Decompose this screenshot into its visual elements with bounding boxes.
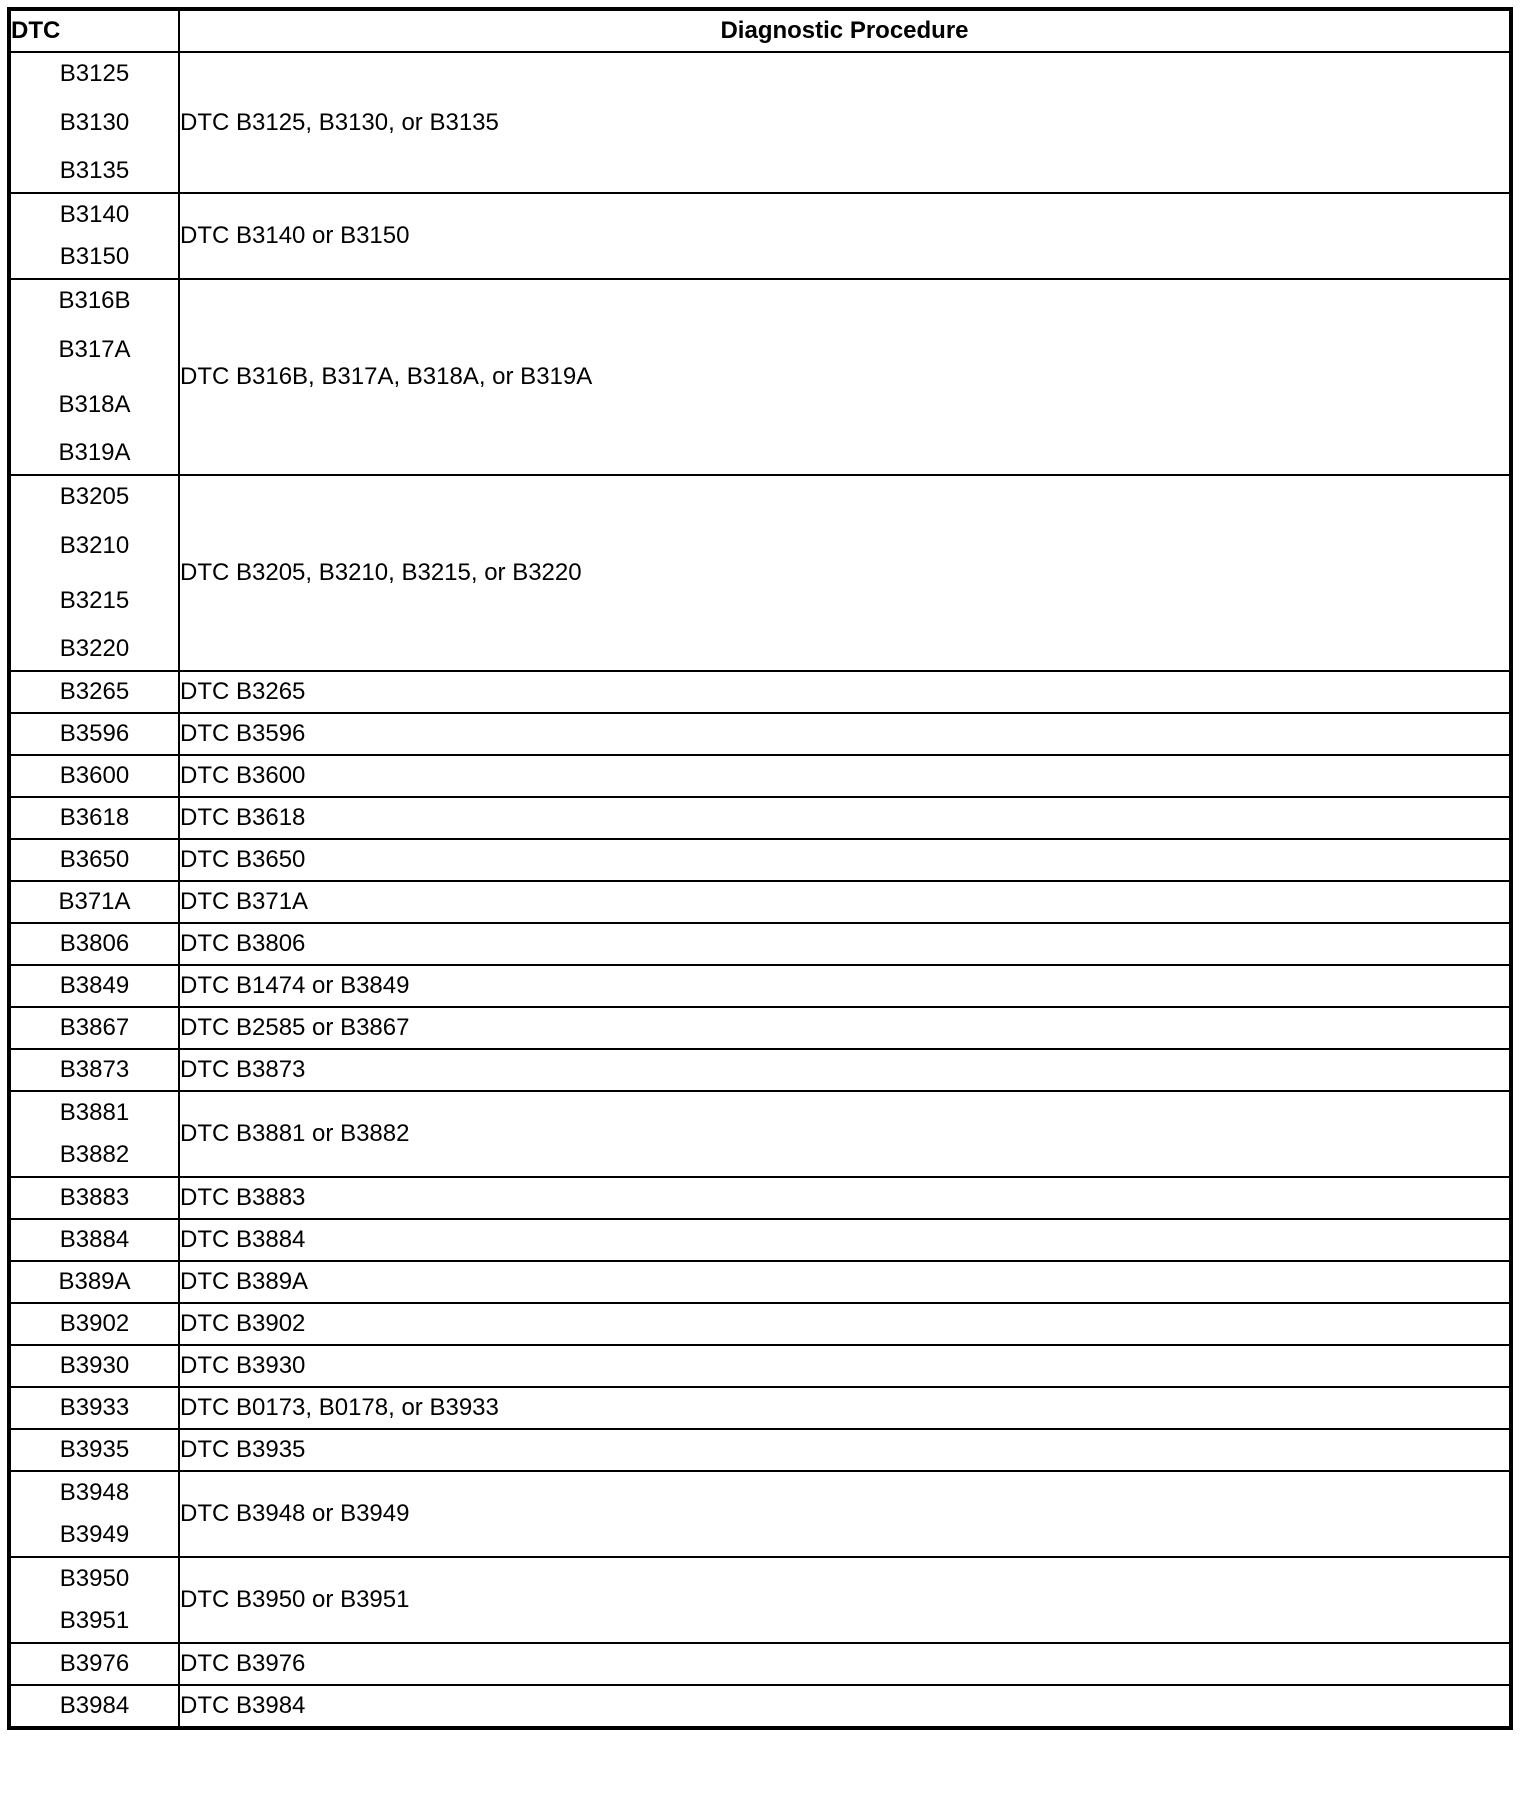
table-row	[9, 1557, 1511, 1643]
dtc-code: B3867	[59, 1014, 130, 1041]
diagnostic-procedure-link[interactable]: DTC B3935	[179, 1429, 1511, 1471]
dtc-code-cell	[9, 1261, 179, 1303]
dtc-table	[7, 7, 1513, 1730]
table-row	[9, 1387, 1511, 1429]
diagnostic-procedure-link[interactable]: DTC B3902	[179, 1303, 1511, 1345]
table-row	[9, 1091, 1511, 1177]
dtc-code-cell	[9, 1303, 179, 1345]
dtc-code-cell	[9, 965, 179, 1007]
dtc-code-cell	[9, 1345, 179, 1387]
diagnostic-procedure-link[interactable]: DTC B316B, B317A, B318A, or B319A	[179, 279, 1511, 475]
dtc-code-cell	[9, 52, 179, 193]
header-diagnostic-procedure: Diagnostic Procedure	[179, 9, 1511, 52]
diagnostic-procedure-link[interactable]: DTC B3806	[179, 923, 1511, 965]
dtc-code: B3883	[59, 1184, 130, 1211]
table-row	[9, 52, 1511, 193]
diagnostic-procedure-link[interactable]: DTC B3881 or B3882	[179, 1091, 1511, 1177]
dtc-code-cell	[9, 193, 179, 279]
table-row	[9, 1007, 1511, 1049]
diagnostic-procedure-link[interactable]: DTC B1474 or B3849	[179, 965, 1511, 1007]
dtc-code-cell	[9, 1007, 179, 1049]
table-row	[9, 1429, 1511, 1471]
table-row	[9, 1303, 1511, 1345]
dtc-code: B3130	[59, 109, 130, 136]
dtc-code-cell	[9, 1685, 179, 1728]
dtc-code: B3884	[59, 1226, 130, 1253]
header-row	[9, 9, 1511, 52]
table-body	[9, 52, 1511, 1728]
dtc-code-cell	[9, 1219, 179, 1261]
dtc-code: B3125	[59, 60, 130, 87]
table-row	[9, 279, 1511, 475]
dtc-code-cell	[9, 839, 179, 881]
table-row	[9, 671, 1511, 713]
dtc-code: B3205	[59, 483, 130, 510]
dtc-code: B318A	[58, 391, 131, 418]
table-row	[9, 1345, 1511, 1387]
table-row	[9, 1219, 1511, 1261]
dtc-code: B3976	[59, 1650, 130, 1677]
dtc-code-cell	[9, 1177, 179, 1219]
table-row	[9, 755, 1511, 797]
dtc-code: B3935	[59, 1436, 130, 1463]
dtc-code: B3806	[59, 930, 130, 957]
diagnostic-procedure-link[interactable]: DTC B3984	[179, 1685, 1511, 1728]
diagnostic-procedure-link[interactable]: DTC B3884	[179, 1219, 1511, 1261]
dtc-code: B3949	[59, 1521, 130, 1548]
diagnostic-procedure-link[interactable]: DTC B3265	[179, 671, 1511, 713]
dtc-code-cell	[9, 671, 179, 713]
dtc-code-cell	[9, 1557, 179, 1643]
table-row	[9, 839, 1511, 881]
table-row	[9, 713, 1511, 755]
dtc-code: B3140	[59, 201, 130, 228]
dtc-code-cell	[9, 755, 179, 797]
table-row	[9, 1177, 1511, 1219]
diagnostic-procedure-link[interactable]: DTC B3596	[179, 713, 1511, 755]
dtc-code: B3600	[59, 762, 130, 789]
dtc-code: B3849	[59, 972, 130, 999]
dtc-code-cell	[9, 1091, 179, 1177]
diagnostic-procedure-link[interactable]: DTC B3600	[179, 755, 1511, 797]
table-row	[9, 965, 1511, 1007]
table-row	[9, 1049, 1511, 1091]
diagnostic-procedure-link[interactable]: DTC B3650	[179, 839, 1511, 881]
table-row	[9, 1643, 1511, 1685]
dtc-code: B371A	[58, 888, 131, 915]
dtc-code: B3873	[59, 1056, 130, 1083]
dtc-code-cell	[9, 1429, 179, 1471]
dtc-code-cell	[9, 1471, 179, 1557]
dtc-code: B3948	[59, 1479, 130, 1506]
header-dtc: DTC	[9, 9, 179, 52]
dtc-code: B3933	[59, 1394, 130, 1421]
dtc-code: B389A	[58, 1268, 131, 1295]
diagnostic-procedure-link[interactable]: DTC B3873	[179, 1049, 1511, 1091]
dtc-code: B3220	[59, 635, 130, 662]
dtc-code: B3135	[59, 157, 130, 184]
table-row	[9, 1261, 1511, 1303]
dtc-code-cell	[9, 1643, 179, 1685]
dtc-code: B3596	[59, 720, 130, 747]
diagnostic-procedure-link[interactable]: DTC B389A	[179, 1261, 1511, 1303]
dtc-code: B319A	[58, 439, 131, 466]
table-row	[9, 1471, 1511, 1557]
dtc-code: B3650	[59, 846, 130, 873]
dtc-code-cell	[9, 797, 179, 839]
dtc-code: B3881	[59, 1099, 130, 1126]
dtc-code: B3150	[59, 243, 130, 270]
table-row	[9, 475, 1511, 671]
dtc-code: B316B	[58, 287, 131, 314]
dtc-code-cell	[9, 713, 179, 755]
dtc-code-cell	[9, 1387, 179, 1429]
dtc-code-cell	[9, 475, 179, 671]
diagnostic-procedure-link[interactable]: DTC B3948 or B3949	[179, 1471, 1511, 1557]
table-row	[9, 881, 1511, 923]
dtc-code-cell	[9, 923, 179, 965]
diagnostic-procedure-link[interactable]: DTC B371A	[179, 881, 1511, 923]
dtc-code: B3210	[59, 532, 130, 559]
diagnostic-procedure-link[interactable]: DTC B0173, B0178, or B3933	[179, 1387, 1511, 1429]
dtc-code: B3618	[59, 804, 130, 831]
diagnostic-procedure-link[interactable]: DTC B2585 or B3867	[179, 1007, 1511, 1049]
dtc-code: B3930	[59, 1352, 130, 1379]
dtc-code: B3984	[59, 1692, 130, 1719]
dtc-code: B3215	[59, 587, 130, 614]
dtc-code: B3950	[59, 1565, 130, 1592]
diagnostic-procedure-link[interactable]: DTC B3976	[179, 1643, 1511, 1685]
diagnostic-procedure-link[interactable]: DTC B3950 or B3951	[179, 1557, 1511, 1643]
table-row	[9, 193, 1511, 279]
dtc-code: B3951	[59, 1607, 130, 1634]
diagnostic-procedure-link[interactable]: DTC B3125, B3130, or B3135	[179, 52, 1511, 193]
table-row	[9, 797, 1511, 839]
dtc-code: B3882	[59, 1141, 130, 1168]
diagnostic-procedure-link[interactable]: DTC B3883	[179, 1177, 1511, 1219]
dtc-code-cell	[9, 881, 179, 923]
diagnostic-procedure-link[interactable]: DTC B3618	[179, 797, 1511, 839]
dtc-code-cell	[9, 1049, 179, 1091]
table-row	[9, 923, 1511, 965]
dtc-code: B317A	[58, 336, 131, 363]
dtc-code-cell	[9, 279, 179, 475]
dtc-code: B3902	[59, 1310, 130, 1337]
diagnostic-procedure-link[interactable]: DTC B3205, B3210, B3215, or B3220	[179, 475, 1511, 671]
table-row	[9, 1685, 1511, 1728]
diagnostic-procedure-link[interactable]: DTC B3140 or B3150	[179, 193, 1511, 279]
diagnostic-procedure-link[interactable]: DTC B3930	[179, 1345, 1511, 1387]
dtc-code: B3265	[59, 678, 130, 705]
